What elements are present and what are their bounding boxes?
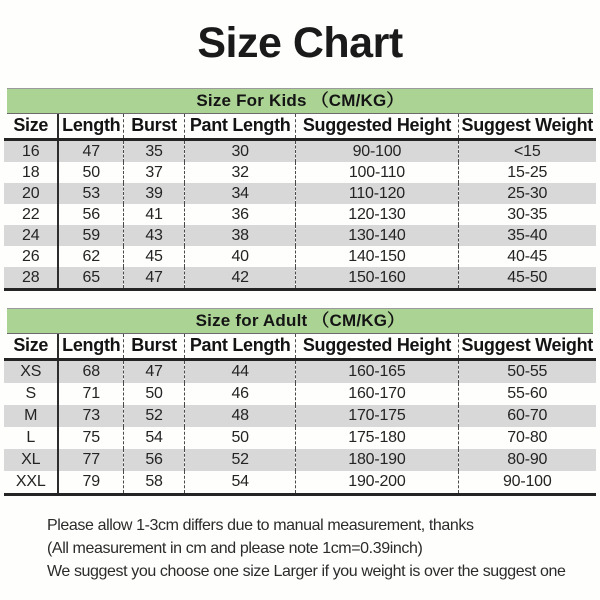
table-cell: 68 xyxy=(58,360,123,384)
table-cell: 71 xyxy=(58,383,123,405)
column-header-suggested-height: Suggested Height xyxy=(296,114,458,140)
column-header-burst: Burst xyxy=(124,334,185,360)
table-cell: 45-50 xyxy=(458,267,596,290)
table-cell: 47 xyxy=(124,360,185,384)
table-cell: XXL xyxy=(15,473,46,490)
table-cell: 38 xyxy=(185,225,296,246)
table-row xyxy=(4,449,596,471)
table-cell: 28 xyxy=(4,267,58,290)
table-cell: 50-55 xyxy=(458,360,596,384)
table-row xyxy=(4,183,596,204)
table-cell: 65 xyxy=(58,267,123,290)
table-cell: 180-190 xyxy=(296,449,458,471)
table-cell: 39 xyxy=(124,183,185,204)
table-cell: 18 xyxy=(22,164,40,181)
table-cell: 54 xyxy=(185,471,296,495)
table-row xyxy=(4,427,596,449)
table-cell: 34 xyxy=(185,183,296,204)
table-cell: 190-200 xyxy=(296,471,458,495)
table-cell: 70-80 xyxy=(458,427,596,449)
table-cell: 170-175 xyxy=(296,405,458,427)
column-header-size: Size xyxy=(4,334,58,360)
table-cell: 175-180 xyxy=(296,427,458,449)
column-header-pant-length: Pant Length xyxy=(185,334,296,360)
table-cell: 150-160 xyxy=(296,267,458,290)
table-cell: 60-70 xyxy=(458,405,596,427)
table-cell: 24 xyxy=(4,225,58,246)
table-cell: 46 xyxy=(185,383,296,405)
table-cell: 110-120 xyxy=(296,183,458,204)
table-row xyxy=(4,140,596,163)
table-cell: <15 xyxy=(458,140,596,163)
table-cell: L xyxy=(26,429,36,446)
table-cell: M xyxy=(4,405,58,427)
note-line: (All measurement in cm and please note 1cm=0.39inch) xyxy=(47,540,423,557)
table-cell: 100-110 xyxy=(296,162,458,183)
kids-table-caption: Size For Kids （CM/KG） xyxy=(7,88,593,114)
table-cell: 50 xyxy=(185,427,296,449)
column-header-suggested-height: Suggested Height xyxy=(296,334,458,360)
table-cell: 45 xyxy=(124,246,185,267)
kids-size-table xyxy=(4,114,596,291)
header-row xyxy=(4,334,596,360)
measurement-notes xyxy=(47,514,600,583)
table-cell: 54 xyxy=(124,427,185,449)
table-cell: 52 xyxy=(185,449,296,471)
table-cell: 30-35 xyxy=(458,204,596,225)
table-cell: 55-60 xyxy=(458,383,596,405)
table-cell: 52 xyxy=(124,405,185,427)
table-cell: 120-130 xyxy=(296,204,458,225)
table-row xyxy=(4,267,596,290)
table-cell: 35-40 xyxy=(458,225,596,246)
table-cell: 56 xyxy=(124,449,185,471)
table-cell: 25-30 xyxy=(458,183,596,204)
table-cell: 80-90 xyxy=(458,449,596,471)
table-cell: 62 xyxy=(58,246,123,267)
kids-table-body xyxy=(4,140,596,290)
table-cell: 40-45 xyxy=(458,246,596,267)
table-cell: 79 xyxy=(58,471,123,495)
column-header-suggest-weight: Suggest Weight xyxy=(458,114,596,140)
table-cell: 41 xyxy=(124,204,185,225)
table-cell: 56 xyxy=(58,204,123,225)
table-row xyxy=(4,360,596,384)
table-row xyxy=(4,162,596,183)
adult-table-caption: Size for Adult （CM/KG） xyxy=(7,308,593,334)
table-row xyxy=(4,225,596,246)
table-row xyxy=(4,204,596,225)
adult-table-header xyxy=(4,334,596,360)
table-cell: 47 xyxy=(124,267,185,290)
adult-table-body xyxy=(4,360,596,495)
adult-size-table-block xyxy=(4,308,596,496)
page-title: Size Chart xyxy=(197,19,403,67)
table-cell: 26 xyxy=(22,248,40,265)
table-row xyxy=(4,246,596,267)
table-cell: 40 xyxy=(185,246,296,267)
column-header-suggest-weight: Suggest Weight xyxy=(458,334,596,360)
table-cell: 36 xyxy=(185,204,296,225)
adult-size-table xyxy=(4,334,596,496)
table-cell: 140-150 xyxy=(296,246,458,267)
column-header-length: Length xyxy=(58,334,123,360)
column-header-size: Size xyxy=(4,114,58,140)
note-line: We suggest you choose one size Larger if you weight is over the suggest one xyxy=(47,563,566,580)
table-cell: 43 xyxy=(124,225,185,246)
column-header-pant-length: Pant Length xyxy=(185,114,296,140)
table-row xyxy=(4,405,596,427)
table-cell: 15-25 xyxy=(458,162,596,183)
table-cell: 37 xyxy=(124,162,185,183)
column-header-length: Length xyxy=(58,114,123,140)
header-row xyxy=(4,114,596,140)
table-cell: 50 xyxy=(124,383,185,405)
table-cell: 90-100 xyxy=(296,140,458,163)
kids-size-table-block xyxy=(4,88,596,291)
table-cell: XL xyxy=(4,449,58,471)
table-cell: 59 xyxy=(58,225,123,246)
table-cell: 44 xyxy=(185,360,296,384)
table-cell: 47 xyxy=(58,140,123,163)
table-cell: 160-170 xyxy=(296,383,458,405)
note-line: Please allow 1-3cm differs due to manual measurement, thanks xyxy=(47,517,474,534)
table-cell: 75 xyxy=(58,427,123,449)
table-cell: 73 xyxy=(58,405,123,427)
table-cell: 32 xyxy=(185,162,296,183)
table-cell: 160-165 xyxy=(296,360,458,384)
table-cell: 48 xyxy=(185,405,296,427)
table-cell: 53 xyxy=(58,183,123,204)
table-cell: 50 xyxy=(58,162,123,183)
table-cell: XS xyxy=(4,360,58,384)
table-cell: S xyxy=(25,385,36,402)
table-cell: 130-140 xyxy=(296,225,458,246)
table-cell: 16 xyxy=(4,140,58,163)
table-row xyxy=(4,383,596,405)
table-cell: 22 xyxy=(22,206,40,223)
table-cell: 90-100 xyxy=(458,471,596,495)
table-cell: 58 xyxy=(124,471,185,495)
table-cell: 30 xyxy=(185,140,296,163)
kids-table-header xyxy=(4,114,596,140)
table-cell: 20 xyxy=(4,183,58,204)
table-cell: 77 xyxy=(58,449,123,471)
table-cell: 35 xyxy=(124,140,185,163)
table-cell: 42 xyxy=(185,267,296,290)
column-header-burst: Burst xyxy=(124,114,185,140)
table-row xyxy=(4,471,596,495)
